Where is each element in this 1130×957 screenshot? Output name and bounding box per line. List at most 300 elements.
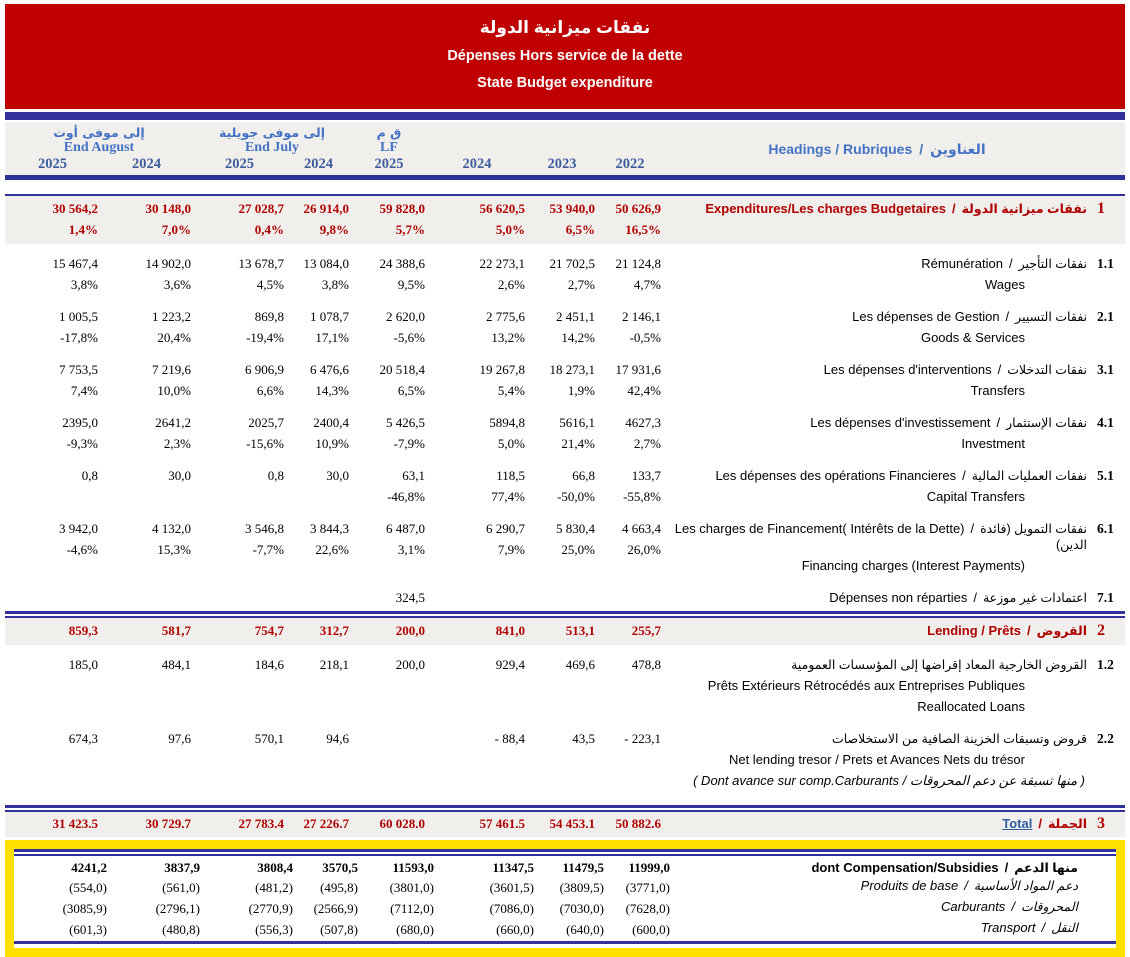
label-arabic: المحروقات xyxy=(1020,900,1078,914)
cell-value: 94,6 xyxy=(326,731,349,746)
row-label-wages xyxy=(663,256,1091,293)
column-header xyxy=(5,122,1125,175)
cell-lending-col5 xyxy=(351,623,427,639)
row-label-line1 xyxy=(663,468,1087,484)
row-label-line1 xyxy=(663,731,1087,747)
cell-net-lending-col7 xyxy=(527,731,597,747)
cell-value: 22 273,1 xyxy=(479,256,525,271)
cell-percent: 14,2% xyxy=(561,330,595,345)
cell-value: (495,8) xyxy=(320,880,358,895)
label-arabic: نفقات ميزانية الدولة xyxy=(961,202,1087,216)
row-investment xyxy=(5,415,1125,452)
cell-value: 3570,5 xyxy=(322,860,358,875)
cell-compensation-subsidies-col5 xyxy=(360,860,436,876)
cell-percent xyxy=(5,489,98,505)
cell-value: 7 753,5 xyxy=(59,362,98,377)
cell-value: 30,0 xyxy=(326,468,349,483)
cell-percent: 3,1% xyxy=(397,542,425,557)
cell-total-col3 xyxy=(193,816,286,832)
cell-value: 30 564,2 xyxy=(52,201,98,216)
cell-unallocated-col7 xyxy=(527,590,597,606)
cell-compensation-subsidies-col7 xyxy=(536,860,606,876)
cell-value: 3808,4 xyxy=(257,860,293,875)
cell-capital-transfers-col2 xyxy=(100,468,193,505)
cell-value: (3801,0) xyxy=(389,880,434,895)
cell-value: 20 518,4 xyxy=(379,362,425,377)
cell-percent: -0,5% xyxy=(629,330,661,345)
cell-percent: 7,4% xyxy=(70,383,98,398)
row-number: 2 xyxy=(1097,622,1105,639)
cell-value: 0,8 xyxy=(267,468,284,483)
cell-net-lending-col8 xyxy=(597,731,663,747)
cell-compensation-subsidies-col1 xyxy=(14,860,109,876)
cell-value: (7086,0) xyxy=(489,901,534,916)
label-latin: Les dépenses de Gestion xyxy=(852,309,1000,324)
spacer xyxy=(5,180,1125,194)
row-label-line1 xyxy=(672,860,1078,876)
cell-compensation-subsidies-col2 xyxy=(109,860,202,876)
row-unallocated xyxy=(5,590,1125,606)
cell-compensation-subsidies-col8 xyxy=(606,860,672,876)
row-label-capital-transfers xyxy=(663,468,1091,505)
label-separator: / xyxy=(1038,816,1042,831)
cell-value: 11479,5 xyxy=(562,860,604,875)
cell-lending-col6 xyxy=(427,623,527,639)
cell-unallocated-col6 xyxy=(427,590,527,606)
cell-value: 133,7 xyxy=(631,468,661,483)
group-end-august-arabic: إلى موفى أوت xyxy=(53,125,145,140)
row-capital-transfers xyxy=(5,468,1125,505)
cell-percent: 3,6% xyxy=(163,277,191,292)
cell-lending-col2 xyxy=(100,623,193,639)
cell-value: 4241,2 xyxy=(71,860,107,875)
cell-percent: 2,7% xyxy=(633,436,661,451)
row-label-subline: Capital Transfers xyxy=(926,489,1025,504)
cell-goods-services-col5 xyxy=(351,309,427,346)
row-label-line1 xyxy=(663,521,1087,553)
cell-percent: -46,8% xyxy=(387,489,425,504)
year-column-1: 2025 xyxy=(38,156,67,172)
cell-value: 60 028.0 xyxy=(379,816,425,831)
cell-value: 43,5 xyxy=(572,731,595,746)
cell-financing-charges-col5 xyxy=(351,521,427,558)
banner-title-arabic: نفقات ميزانية الدولة xyxy=(479,18,651,37)
cell-reallocated-loans-col4 xyxy=(286,657,351,673)
cell-percent: 3,8% xyxy=(70,277,98,292)
cell-value: (3601,5) xyxy=(489,880,534,895)
cell-capital-transfers-col5 xyxy=(351,468,427,505)
cell-value: 841,0 xyxy=(495,623,525,638)
cell-lending-col7 xyxy=(527,623,597,639)
cell-value: (660,0) xyxy=(496,922,534,937)
cell-value: 14 902,0 xyxy=(145,256,191,271)
row-label-line1 xyxy=(672,878,1078,894)
cell-transfers-col2 xyxy=(100,362,193,399)
cell-percent: 6,5% xyxy=(397,383,425,398)
headings-rubriques-label xyxy=(663,141,1091,158)
cell-total-col7 xyxy=(527,816,597,832)
cell-investment-col5 xyxy=(351,415,427,452)
label-latin: Les charges de Financement( Intérêts de la Dette) xyxy=(674,521,965,536)
cell-value: 929,4 xyxy=(495,657,525,672)
cell-value: 1 223,2 xyxy=(152,309,191,324)
cell-lending-col3 xyxy=(193,623,286,639)
cell-wages-col7 xyxy=(527,256,597,293)
label-latin: Dépenses non réparties xyxy=(829,590,968,605)
cell-value: 200,0 xyxy=(395,623,425,638)
cell-carburants-col5 xyxy=(360,899,436,918)
headings-arabic: العناوين xyxy=(930,140,986,157)
cell-unallocated-col1 xyxy=(5,590,100,606)
row-label-compensation-subsidies xyxy=(672,860,1082,876)
cell-value: 27 028,7 xyxy=(238,201,284,216)
row-label-expenditures xyxy=(663,201,1091,217)
row-number: 5.1 xyxy=(1097,468,1114,483)
cell-value: 63,1 xyxy=(402,468,425,483)
cell-produits-de-base-col6 xyxy=(436,878,536,897)
cell-value: 13 678,7 xyxy=(238,256,284,271)
cell-value: 4627,3 xyxy=(625,415,661,430)
cell-value: 2395,0 xyxy=(62,415,98,430)
label-arabic: دعم المواد الأساسية xyxy=(973,879,1078,893)
cell-capital-transfers-col4 xyxy=(286,468,351,505)
cell-percent: 15,3% xyxy=(157,542,191,557)
cell-financing-charges-col6 xyxy=(427,521,527,558)
cell-value: 869,8 xyxy=(254,309,284,324)
cell-percent: 5,7% xyxy=(395,222,425,237)
row-label-line1 xyxy=(663,201,1087,217)
cell-value: 59 828,0 xyxy=(379,201,425,216)
row-reallocated-loans xyxy=(5,657,1125,715)
cell-lending-col8 xyxy=(597,623,663,639)
cell-transport-col4 xyxy=(295,920,360,939)
row-label-total xyxy=(663,816,1091,832)
cell-value: 570,1 xyxy=(254,731,284,746)
cell-value: (2796,1) xyxy=(155,901,200,916)
cell-percent: -15,6% xyxy=(246,436,284,451)
cell-unallocated-col2 xyxy=(100,590,193,606)
row-net-lending xyxy=(5,731,1125,789)
row-expenditures xyxy=(5,196,1125,244)
cell-reallocated-loans-col5 xyxy=(351,657,427,673)
cell-produits-de-base-col5 xyxy=(360,878,436,897)
cell-value: 185,0 xyxy=(68,657,98,672)
label-arabic: الجملة xyxy=(1047,817,1087,831)
cell-value: 5 830,4 xyxy=(556,521,595,536)
cell-value: (480,8) xyxy=(162,922,200,937)
cell-value: 17 931,6 xyxy=(615,362,661,377)
cell-wages-col4 xyxy=(286,256,351,293)
label-arabic: نفقات التمويل (فائدة الدين) xyxy=(980,522,1087,552)
cell-value: 6 476,6 xyxy=(310,362,349,377)
label-arabic: القروض xyxy=(1036,624,1087,638)
cell-value: 3 942,0 xyxy=(59,521,98,536)
cell-percent: 2,3% xyxy=(163,436,191,451)
year-column-3: 2025 xyxy=(225,156,254,172)
row-financing-charges xyxy=(5,521,1125,574)
cell-wages-col3 xyxy=(193,256,286,293)
cell-value: 484,1 xyxy=(161,657,191,672)
cell-wages-col5 xyxy=(351,256,427,293)
cell-transport-col3 xyxy=(202,920,295,939)
row-label-net-lending xyxy=(663,731,1091,789)
row-number: 3.1 xyxy=(1097,362,1114,377)
cell-percent: 42,4% xyxy=(627,383,661,398)
section-divider-rule xyxy=(5,805,1125,812)
row-label-line1 xyxy=(663,657,1087,673)
label-separator: / xyxy=(951,201,956,216)
cell-value: 5894,8 xyxy=(489,415,525,430)
cell-value: - 88,4 xyxy=(494,731,525,746)
cell-net-lending-col5 xyxy=(351,731,427,747)
cell-percent: 14,3% xyxy=(315,383,349,398)
row-label-subline: Investment xyxy=(961,436,1025,451)
row-label-italic-note: ( Dont avance sur comp.Carburants / منها تسبقة عن دعم المحروقات ) xyxy=(693,773,1085,788)
cell-net-lending-col2 xyxy=(100,731,193,747)
label-separator: / xyxy=(1004,860,1009,875)
cell-transfers-col6 xyxy=(427,362,527,399)
cell-total-col6 xyxy=(427,816,527,832)
cell-percent: -5,6% xyxy=(393,330,425,345)
cell-value: 19 267,8 xyxy=(479,362,525,377)
cell-value: 2 620,0 xyxy=(386,309,425,324)
cell-value: 26 914,0 xyxy=(303,201,349,216)
cell-value: 2 775,6 xyxy=(486,309,525,324)
cell-percent: 17,1% xyxy=(315,330,349,345)
row-label-financing-charges xyxy=(663,521,1091,574)
row-label-unallocated xyxy=(663,590,1091,606)
label-arabic: نفقات التدخلات xyxy=(1007,363,1087,377)
cell-unallocated-col5 xyxy=(351,590,427,606)
label-separator: / xyxy=(1005,309,1010,324)
cell-carburants-col4 xyxy=(295,899,360,918)
headings-separator: / xyxy=(919,141,924,157)
label-arabic: نفقات التأجير xyxy=(1018,257,1087,271)
cell-transport-col8 xyxy=(606,920,672,939)
cell-value: 184,6 xyxy=(254,657,284,672)
label-separator: / xyxy=(970,521,975,536)
group-end-august-label: End August xyxy=(63,140,135,155)
label-separator: / xyxy=(964,878,968,893)
cell-percent: 10,9% xyxy=(315,436,349,451)
cell-goods-services-col3 xyxy=(193,309,286,346)
cell-reallocated-loans-col2 xyxy=(100,657,193,673)
cell-percent xyxy=(193,489,284,505)
cell-percent: 26,0% xyxy=(627,542,661,557)
budget-table xyxy=(5,196,1125,837)
cell-percent: 2,6% xyxy=(497,277,525,292)
cell-total-col5 xyxy=(351,816,427,832)
cell-produits-de-base-col2 xyxy=(109,878,202,897)
cell-transport-col1 xyxy=(14,920,109,939)
title-banner xyxy=(5,4,1125,109)
cell-transfers-col7 xyxy=(527,362,597,399)
cell-percent: 1,9% xyxy=(567,383,595,398)
cell-carburants-col2 xyxy=(109,899,202,918)
cell-value: (556,3) xyxy=(255,922,293,937)
cell-value: 53 940,0 xyxy=(549,201,595,216)
cell-produits-de-base-col1 xyxy=(14,878,109,897)
cell-financing-charges-col2 xyxy=(100,521,193,558)
row-transport xyxy=(14,920,1116,939)
cell-value xyxy=(286,590,349,606)
cell-value: 56 620,5 xyxy=(479,201,525,216)
row-label-subline: Net lending tresor / Prets et Avances Nets du trésor xyxy=(728,752,1025,767)
cell-value xyxy=(100,590,191,606)
cell-value: 18 273,1 xyxy=(549,362,595,377)
cell-lending-col4 xyxy=(286,623,351,639)
label-latin: Total xyxy=(1002,816,1033,831)
cell-transport-col7 xyxy=(536,920,606,939)
label-arabic: قروض وتسبقات الخزينة الصافية من الاستخلاصات xyxy=(831,732,1087,746)
cell-percent: 2,7% xyxy=(567,277,595,292)
cell-reallocated-loans-col6 xyxy=(427,657,527,673)
cell-goods-services-col6 xyxy=(427,309,527,346)
cell-value: (554,0) xyxy=(69,880,107,895)
label-latin: Expenditures/Les charges Budgetaires xyxy=(705,201,946,216)
row-label-line1 xyxy=(663,415,1087,431)
cell-wages-col1 xyxy=(5,256,100,293)
section-divider-rule xyxy=(5,611,1125,618)
cell-value: 3 546,8 xyxy=(245,521,284,536)
cell-percent: 9,8% xyxy=(319,222,349,237)
cell-wages-col6 xyxy=(427,256,527,293)
cell-value: (601,3) xyxy=(69,922,107,937)
cell-value: 0,8 xyxy=(81,468,98,483)
cell-investment-col4 xyxy=(286,415,351,452)
cell-goods-services-col1 xyxy=(5,309,100,346)
cell-investment-col8 xyxy=(597,415,663,452)
cell-expenditures-col4 xyxy=(286,201,351,238)
cell-total-col2 xyxy=(100,816,193,832)
row-produits-de-base xyxy=(14,878,1116,897)
cell-value: 31 423.5 xyxy=(52,816,98,831)
cell-investment-col7 xyxy=(527,415,597,452)
cell-investment-col3 xyxy=(193,415,286,452)
label-arabic: النقل xyxy=(1051,921,1078,935)
cell-value: 754,7 xyxy=(254,623,284,638)
label-separator: / xyxy=(973,590,977,605)
cell-value: 11999,0 xyxy=(628,860,670,875)
row-label-carburants xyxy=(672,899,1082,915)
cell-value: 324,5 xyxy=(395,590,425,605)
cell-value: 15 467,4 xyxy=(52,256,98,271)
cell-value: 21 702,5 xyxy=(549,256,595,271)
cell-value: 218,1 xyxy=(319,657,349,672)
cell-percent: 6,6% xyxy=(256,383,284,398)
row-number: 2.2 xyxy=(1097,731,1114,746)
cell-value: 13 084,0 xyxy=(303,256,349,271)
cell-value: 11593,0 xyxy=(392,860,434,875)
cell-percent: -4,6% xyxy=(66,542,98,557)
cell-value: 2641,2 xyxy=(155,415,191,430)
cell-capital-transfers-col1 xyxy=(5,468,100,505)
cell-value xyxy=(5,590,98,606)
label-arabic: نفقات الإستثمار xyxy=(1006,416,1087,430)
cell-percent: 3,8% xyxy=(321,277,349,292)
cell-value: (600,0) xyxy=(632,922,670,937)
label-separator: / xyxy=(996,415,1001,430)
cell-value: (3809,5) xyxy=(559,880,604,895)
cell-goods-services-col7 xyxy=(527,309,597,346)
row-label-line1 xyxy=(663,362,1087,378)
cell-percent: 21,4% xyxy=(561,436,595,451)
cell-capital-transfers-col3 xyxy=(193,468,286,505)
cell-percent: 20,4% xyxy=(157,330,191,345)
cell-value: (2566,9) xyxy=(313,901,358,916)
cell-value: 27 783.4 xyxy=(238,816,284,831)
row-total xyxy=(5,812,1125,837)
cell-percent: -7,7% xyxy=(252,542,284,557)
cell-financing-charges-col8 xyxy=(597,521,663,558)
cell-expenditures-col3 xyxy=(193,201,286,238)
cell-value: 30 148,0 xyxy=(145,201,191,216)
cell-percent: 5,4% xyxy=(497,383,525,398)
cell-value: 30 729.7 xyxy=(145,816,191,831)
cell-value: 7 219,6 xyxy=(152,362,191,377)
cell-value: 4 132,0 xyxy=(152,521,191,536)
cell-value: 30,0 xyxy=(168,468,191,483)
cell-goods-services-col4 xyxy=(286,309,351,346)
cell-value: (7112,0) xyxy=(390,901,434,916)
row-number: 3 xyxy=(1097,815,1105,832)
cell-percent: 4,7% xyxy=(633,277,661,292)
cell-transport-col2 xyxy=(109,920,202,939)
cell-value: (2770,9) xyxy=(248,901,293,916)
cell-percent: -19,4% xyxy=(246,330,284,345)
cell-value xyxy=(427,590,525,606)
cell-expenditures-col1 xyxy=(5,201,100,238)
cell-financing-charges-col4 xyxy=(286,521,351,558)
cell-transfers-col1 xyxy=(5,362,100,399)
cell-percent: -9,3% xyxy=(66,436,98,451)
row-label-subline: Financing charges (Interest Payments) xyxy=(801,558,1025,573)
row-compensation-subsidies xyxy=(14,860,1116,876)
label-separator: / xyxy=(1041,920,1046,935)
cell-percent: 5,0% xyxy=(495,222,525,237)
cell-reallocated-loans-col1 xyxy=(5,657,100,673)
cell-transport-col6 xyxy=(436,920,536,939)
cell-carburants-col6 xyxy=(436,899,536,918)
cell-percent: 25,0% xyxy=(561,542,595,557)
cell-total-col8 xyxy=(597,816,663,832)
cell-value: 24 388,6 xyxy=(379,256,425,271)
cell-produits-de-base-col7 xyxy=(536,878,606,897)
cell-net-lending-col4 xyxy=(286,731,351,747)
cell-reallocated-loans-col7 xyxy=(527,657,597,673)
cell-financing-charges-col3 xyxy=(193,521,286,558)
row-goods-services xyxy=(5,309,1125,346)
row-label-line1 xyxy=(663,256,1087,272)
label-latin: Transport xyxy=(980,920,1036,935)
cell-financing-charges-col7 xyxy=(527,521,597,558)
cell-value: (680,0) xyxy=(396,922,434,937)
row-label-line1 xyxy=(663,816,1087,832)
cell-value: 21 124,8 xyxy=(615,256,661,271)
row-number: 4.1 xyxy=(1097,415,1114,430)
cell-value: 674,3 xyxy=(68,731,98,746)
row-label-subline: Transfers xyxy=(970,383,1025,398)
row-carburants xyxy=(14,899,1116,918)
label-latin: Lending / Prêts xyxy=(927,623,1022,638)
row-number: 2.1 xyxy=(1097,309,1114,324)
cell-transfers-col4 xyxy=(286,362,351,399)
cell-value xyxy=(193,590,284,606)
cell-produits-de-base-col3 xyxy=(202,878,295,897)
cell-value: 478,8 xyxy=(631,657,661,672)
navy-divider-bar xyxy=(5,112,1125,120)
label-arabic: نفقات التسيير xyxy=(1015,310,1087,324)
